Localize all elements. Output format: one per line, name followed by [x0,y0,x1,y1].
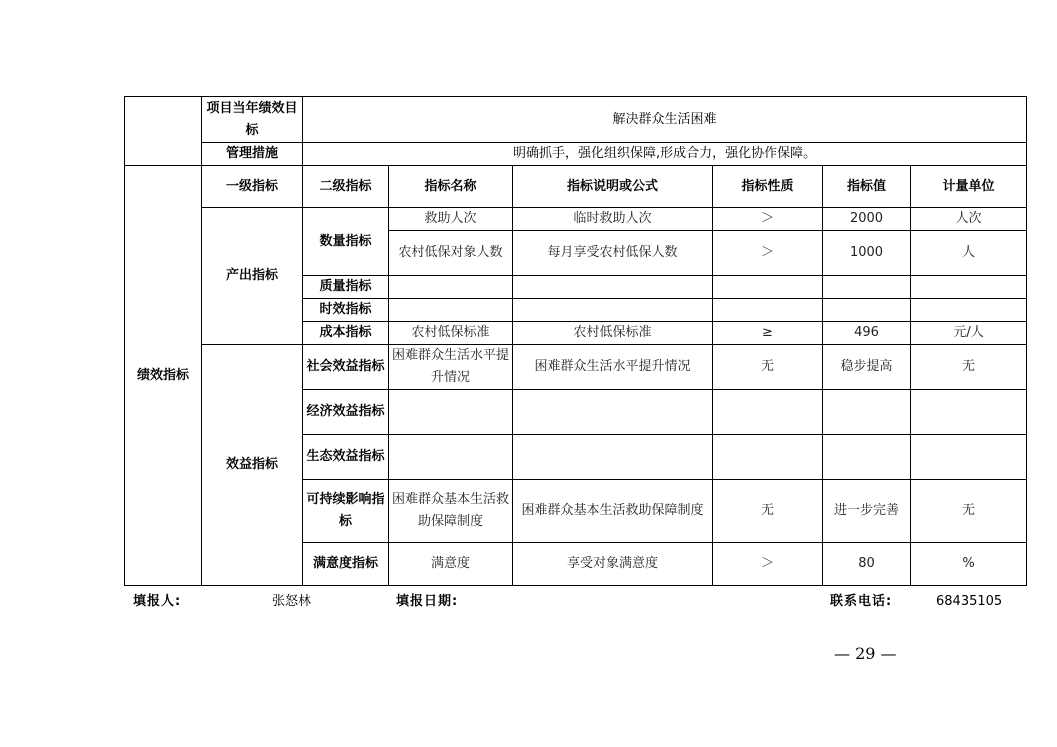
row-value: 2000 [823,208,911,231]
row-nature [713,276,823,299]
row-name: 困难群众基本生活救助保障制度 [389,480,513,543]
phone-label: 联系电话: [830,594,893,609]
row-level2: 经济效益指标 [303,390,389,435]
measures-row [125,143,1027,166]
row-name: 救助人次 [389,208,513,231]
row-unit [911,276,1027,299]
measures-value: 明确抓手，强化组织保障,形成合力，强化协作保障。 [303,143,1027,166]
performance-table [124,96,1027,586]
row-value [823,299,911,322]
row-name: 满意度 [389,543,513,586]
filler-name: 张怒林 [272,594,312,609]
row-level2: 质量指标 [303,276,389,299]
blank-section-cell [125,97,202,166]
header-name: 指标名称 [389,166,513,208]
row-name: 困难群众生活水平提升情况 [389,345,513,390]
page-number: — 29 — [834,644,897,663]
row-nature: ＞ [713,543,823,586]
row-name: 农村低保对象人数 [389,231,513,276]
row-unit: 人 [911,231,1027,276]
goal-value: 解决群众生活困难 [303,97,1027,143]
row-desc: 困难群众生活水平提升情况 [513,345,713,390]
row-nature [713,390,823,435]
row-value [823,435,911,480]
row-unit: % [911,543,1027,586]
table-row [125,345,1027,390]
row-name [389,435,513,480]
row-name [389,299,513,322]
row-nature: ＞ [713,208,823,231]
row-value [823,276,911,299]
row-unit [911,299,1027,322]
header-level2: 二级指标 [303,166,389,208]
row-desc: 每月享受农村低保人数 [513,231,713,276]
row-desc [513,390,713,435]
row-nature [713,435,823,480]
row-nature: 无 [713,345,823,390]
row-desc: 享受对象满意度 [513,543,713,586]
row-nature: ＞ [713,231,823,276]
phone-value: 68435105 [936,594,1003,609]
row-unit [911,390,1027,435]
row-desc: 困难群众基本生活救助保障制度 [513,480,713,543]
header-value: 指标值 [823,166,911,208]
benefit-label: 效益指标 [202,345,303,586]
measures-label: 管理措施 [202,143,303,166]
row-value: 80 [823,543,911,586]
row-value: 1000 [823,231,911,276]
header-nature: 指标性质 [713,166,823,208]
row-value [823,390,911,435]
header-unit: 计量单位 [911,166,1027,208]
row-desc: 农村低保标准 [513,322,713,345]
row-unit: 人次 [911,208,1027,231]
row-value: 496 [823,322,911,345]
header-desc: 指标说明或公式 [513,166,713,208]
row-level2: 满意度指标 [303,543,389,586]
date-label: 填报日期: [396,594,459,609]
output-label: 产出指标 [202,208,303,345]
row-value: 稳步提高 [823,345,911,390]
row-level2: 数量指标 [303,208,389,276]
table-row [125,208,1027,231]
row-name [389,276,513,299]
row-desc: 临时救助人次 [513,208,713,231]
row-level2: 可持续影响指标 [303,480,389,543]
row-nature: 无 [713,480,823,543]
row-value: 进一步完善 [823,480,911,543]
row-level2: 生态效益指标 [303,435,389,480]
row-name: 农村低保标准 [389,322,513,345]
row-level2: 时效指标 [303,299,389,322]
row-level2: 成本指标 [303,322,389,345]
header-level1: 一级指标 [202,166,303,208]
filler-label: 填报人: [133,594,182,609]
row-desc [513,299,713,322]
row-level2: 社会效益指标 [303,345,389,390]
goal-label: 项目当年绩效目标 [202,97,303,143]
header-row [125,166,1027,208]
row-nature: ≥ [713,322,823,345]
row-unit: 无 [911,480,1027,543]
row-name [389,390,513,435]
section-label: 绩效指标 [125,166,202,586]
goal-row [125,97,1027,143]
row-desc [513,276,713,299]
row-nature [713,299,823,322]
row-unit [911,435,1027,480]
row-unit: 元/人 [911,322,1027,345]
row-unit: 无 [911,345,1027,390]
row-desc [513,435,713,480]
